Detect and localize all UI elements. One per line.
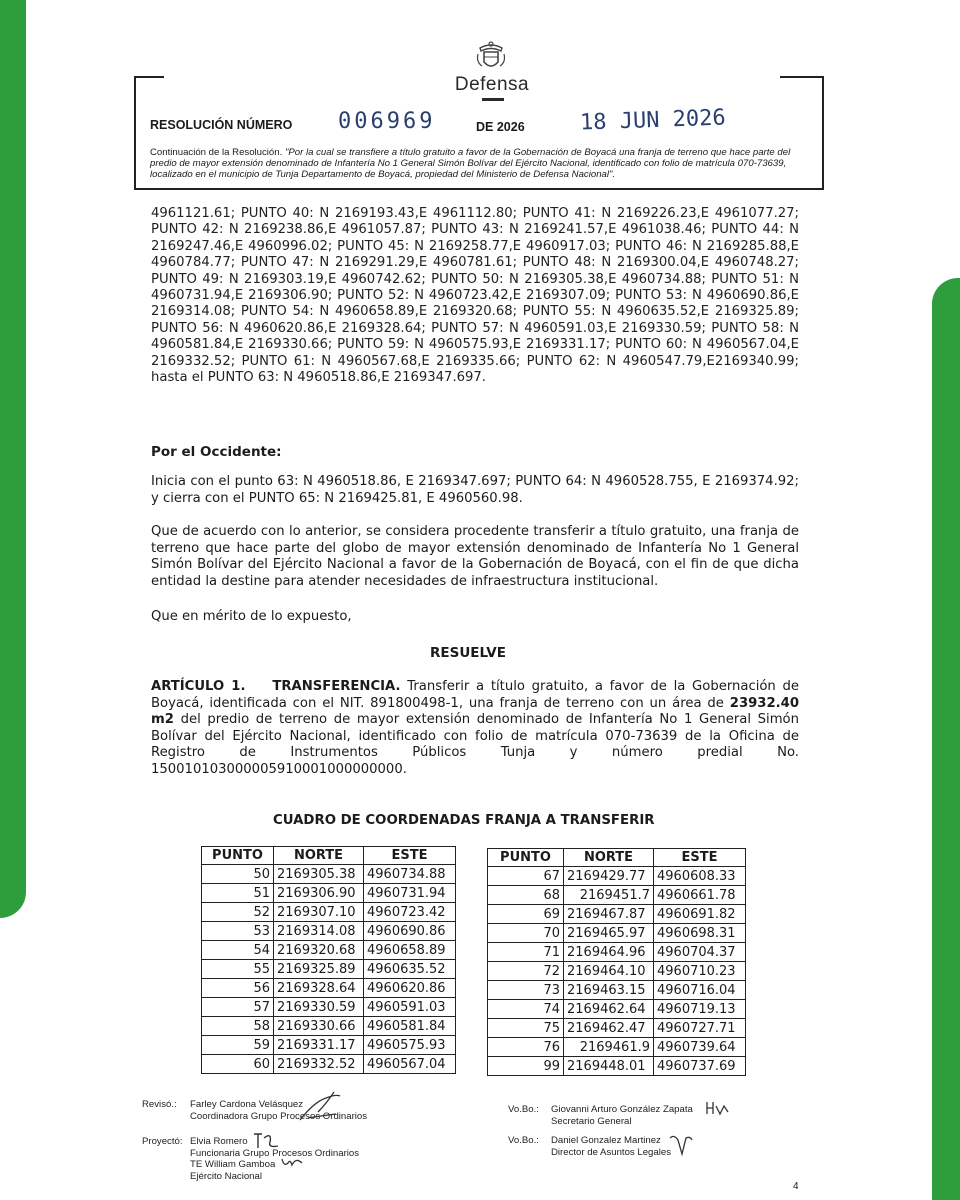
vobo2-role: Director de Asuntos Legales	[551, 1146, 671, 1158]
cell-punto: 75	[488, 1019, 564, 1038]
cell-norte: 2169429.77	[564, 867, 654, 886]
table-row	[202, 1055, 456, 1074]
cell-este: 4960734.88	[364, 865, 456, 884]
cell-norte: 2169467.87	[564, 905, 654, 924]
table-row	[488, 1019, 746, 1038]
table-row	[488, 886, 746, 905]
coordinates-paragraph	[151, 206, 799, 386]
cell-norte: 2169307.10	[274, 903, 364, 922]
cell-norte: 2169463.15	[564, 981, 654, 1000]
cell-punto: 76	[488, 1038, 564, 1057]
article-title: TRANSFERENCIA.	[272, 679, 401, 694]
cell-punto: 51	[202, 884, 274, 903]
projected-name: Elvia Romero	[190, 1136, 248, 1147]
article-1	[151, 679, 799, 779]
cell-punto: 68	[488, 886, 564, 905]
page-number: 4	[793, 1181, 799, 1192]
table-row	[202, 865, 456, 884]
table-header-row	[202, 847, 456, 865]
cell-punto: 59	[202, 1036, 274, 1055]
cell-punto: 73	[488, 981, 564, 1000]
cell-este: 4960723.42	[364, 903, 456, 922]
coordinates-text: 4961121.61; PUNTO 40: N 2169193.43,E 4961112.80; PUNTO 41: N 2169226.23,E 4961077.27; PUNTO 42: N 2169238.86,E 4961057.87; PUNTO 43: N 2169241.57,E 4961038.46; PUNTO 44: N 2169247.46,E 4960996.02; PUNTO 45: N 2169258.77,E 4960917.03; PUNTO 46: N 2169285.88,E 4960784.77; PUNTO 47: N 2169291.29,E 4960781.61; PUNTO 48: N 2169300.04,E 4960748.27; PUNTO 49: N 2169303.19,E 4960742.62; PUNTO 50: N 2169305.38,E 4960734.88; PUNTO 51: N 4960731.94,E 2169306.90; PUNTO 52: N 4960723.42,E 2169307.09; PUNTO 53: N 4960690.86,E 2169314.08; PUNTO 54: N 4960658.89,E 2169320.68; PUNTO 55: N 4960635.52,E 2169325.89; PUNTO 56: N 4960620.86,E 2169328.64; PUNTO 57: N 4960591.03,E 2169330.59; PUNTO 58: N 4960581.84,E 2169330.66; PUNTO 59: N 4960575.93,E 2169331.17; PUNTO 60: N 4960567.04,E 2169332.52; PUNTO 61: N 4960567.68,E 2169335.66; PUNTO 62: N 4960547.79,E2169340.99; hasta el PUNTO 63: N 4960518.86,E 2169347.697.	[151, 206, 799, 386]
cell-este: 4960575.93	[364, 1036, 456, 1055]
table-row	[488, 981, 746, 1000]
cell-punto: 72	[488, 962, 564, 981]
vobo2-label: Vo.Bo.:	[508, 1135, 539, 1146]
vobo1-block	[551, 1104, 693, 1127]
cell-punto: 56	[202, 979, 274, 998]
frame-line	[134, 76, 164, 78]
cell-este: 4960739.64	[654, 1038, 746, 1057]
continuation-note	[150, 147, 818, 180]
cell-punto: 50	[202, 865, 274, 884]
west-paragraph: Inicia con el punto 63: N 4960518.86, E 2169347.697; PUNTO 64: N 4960528.755, E 2169374.92; y cierra con el PUNTO 65: N 2169425.81, E 4960560.98.	[151, 474, 799, 506]
cell-punto: 60	[202, 1055, 274, 1074]
cell-punto: 53	[202, 922, 274, 941]
signature-gonzalez-zapata	[704, 1098, 734, 1118]
west-heading: Por el Occidente:	[151, 444, 282, 460]
resolution-year: DE 2026	[476, 120, 525, 134]
table-row	[202, 998, 456, 1017]
cell-norte: 2169331.17	[274, 1036, 364, 1055]
cell-este: 4960658.89	[364, 941, 456, 960]
cell-norte: 2169464.10	[564, 962, 654, 981]
signature-gonzalez-martinez	[668, 1132, 694, 1158]
cell-punto: 67	[488, 867, 564, 886]
reviewed-name: Farley Cardona Velásquez	[190, 1099, 304, 1110]
cell-este: 4960731.94	[364, 884, 456, 903]
cell-punto: 99	[488, 1057, 564, 1076]
cell-punto: 74	[488, 1000, 564, 1019]
considering-paragraph: Que de acuerdo con lo anterior, se considera procedente transferir a título gratuito, una franja de terreno que hace parte del globo de mayor extensión denominado de Infantería No 1 General Simón Bolívar del Ejército Nacional a favor de la Gobernación de Boyacá, con el fin de que dicha entidad la destine para atender necesidades de infraestructura institucional.	[151, 524, 799, 589]
projected-label: Proyectó:	[142, 1136, 183, 1147]
cell-norte: 2169305.38	[274, 865, 364, 884]
cell-este: 4960620.86	[364, 979, 456, 998]
table-row	[202, 884, 456, 903]
table-row	[202, 941, 456, 960]
header-punto: PUNTO	[202, 847, 274, 865]
cell-este: 4960690.86	[364, 922, 456, 941]
ministry-underline	[482, 98, 504, 101]
cell-este: 4960737.69	[654, 1057, 746, 1076]
cell-punto: 52	[202, 903, 274, 922]
vobo2-block	[551, 1135, 671, 1158]
green-accent-left	[0, 0, 26, 918]
header-norte: NORTE	[274, 847, 364, 865]
continuation-label: Continuación de la Resolución.	[150, 147, 283, 158]
table-body	[488, 867, 746, 1076]
cell-norte: 2169320.68	[274, 941, 364, 960]
vobo1-name: Giovanni Arturo González Zapata	[551, 1104, 693, 1115]
cell-norte: 2169465.97	[564, 924, 654, 943]
green-accent-right	[932, 278, 960, 1200]
cell-este: 4960698.31	[654, 924, 746, 943]
table-row	[488, 1000, 746, 1019]
merit-paragraph: Que en mérito de lo expuesto,	[151, 609, 352, 624]
cell-punto: 71	[488, 943, 564, 962]
projected-name-2: TE William Gamboa	[190, 1159, 276, 1170]
frame-line	[134, 188, 824, 190]
cell-norte: 2169314.08	[274, 922, 364, 941]
cell-este: 4960591.03	[364, 998, 456, 1017]
table-row	[488, 905, 746, 924]
table-row	[488, 924, 746, 943]
article-text-2: del predio de terreno de mayor extensión denominado de Infantería No 1 General Simón Bolívar del Ejército Nacional, identificado con folio de matrícula 070-73639 de la Oficina de Registro de Instrumentos Públicos Tunja y número predial No. 150010103000005910001000000000.	[151, 712, 799, 777]
cell-punto: 69	[488, 905, 564, 924]
cell-este: 4960635.52	[364, 960, 456, 979]
cell-punto: 57	[202, 998, 274, 1017]
table-row	[202, 1017, 456, 1036]
cell-norte: 2169462.64	[564, 1000, 654, 1019]
vobo1-role: Secretario General	[551, 1115, 632, 1127]
projected-org: Ejército Nacional	[190, 1170, 262, 1182]
table-row	[488, 1038, 746, 1057]
table-row	[202, 1036, 456, 1055]
table-row	[202, 979, 456, 998]
table-body	[202, 865, 456, 1074]
cell-este: 4960661.78	[654, 886, 746, 905]
table-row	[488, 943, 746, 962]
continuation-title: "Por la cual se transfiere a título gratuito a favor de la Gobernación de Boyacá una franja de terreno que hace parte del predio de mayor extensión denominado de Infantería No 1 General Simón Bolívar del Ejército Nacional, identificado con folio de matrícula 070-73639, localizado en el municipio de Tunja Departamento de Boyacá, propiedad del Ministerio de Defensa Nacional".	[150, 147, 791, 180]
cell-este: 4960727.71	[654, 1019, 746, 1038]
table-row	[202, 960, 456, 979]
cell-norte: 2169451.7	[564, 886, 654, 905]
signature-gamboa	[280, 1155, 306, 1169]
header-este: ESTE	[364, 847, 456, 865]
header-este: ESTE	[654, 849, 746, 867]
table-row	[488, 962, 746, 981]
cell-punto: 54	[202, 941, 274, 960]
cell-este: 4960608.33	[654, 867, 746, 886]
reviewed-role: Coordinadora Grupo Procesos Ordinarios	[190, 1110, 368, 1122]
signature-farley	[296, 1090, 346, 1126]
article-area: 23932.40 m2	[151, 695, 800, 728]
cell-norte: 2169462.47	[564, 1019, 654, 1038]
cell-norte: 2169332.52	[274, 1055, 364, 1074]
cell-norte: 2169306.90	[274, 884, 364, 903]
article-label: ARTÍCULO 1.	[151, 679, 246, 694]
cell-punto: 70	[488, 924, 564, 943]
signature-elvia	[252, 1130, 282, 1152]
table-title: CUADRO DE COORDENADAS FRANJA A TRANSFERIR	[273, 813, 655, 828]
table-row	[202, 903, 456, 922]
date-stamp: 18 JUN 2026	[579, 105, 727, 136]
table-row	[488, 867, 746, 886]
cell-punto: 55	[202, 960, 274, 979]
cell-punto: 58	[202, 1017, 274, 1036]
cell-este: 4960710.23	[654, 962, 746, 981]
cell-norte: 2169464.96	[564, 943, 654, 962]
resolves-heading: RESUELVE	[430, 645, 506, 661]
cell-norte: 2169328.64	[274, 979, 364, 998]
cell-este: 4960704.37	[654, 943, 746, 962]
cell-norte: 2169325.89	[274, 960, 364, 979]
cell-este: 4960567.04	[364, 1055, 456, 1074]
coordinates-table-right	[487, 848, 746, 1076]
projected-role: Funcionaria Grupo Procesos Ordinarios	[190, 1147, 360, 1159]
article-text-1: Transferir a título gratuito, a favor de la Gobernación de Boyacá, identificada con el NIT. 891800498-1, una franja de terreno con un área de	[151, 679, 799, 711]
resolution-number: 006969	[338, 109, 436, 134]
frame-line	[134, 76, 136, 189]
cell-norte: 2169448.01	[564, 1057, 654, 1076]
vobo1-label: Vo.Bo.:	[508, 1104, 539, 1115]
coat-of-arms-icon	[474, 40, 508, 74]
table-row	[488, 1057, 746, 1076]
ministry-name: Defensa	[454, 74, 530, 95]
table-row	[202, 922, 456, 941]
cell-este: 4960581.84	[364, 1017, 456, 1036]
frame-line	[780, 76, 824, 78]
header-norte: NORTE	[564, 849, 654, 867]
table-header-row	[488, 849, 746, 867]
header-punto: PUNTO	[488, 849, 564, 867]
cell-norte: 2169330.59	[274, 998, 364, 1017]
reviewed-label: Revisó.:	[142, 1099, 177, 1110]
frame-line	[822, 76, 824, 189]
coordinates-table-left	[201, 846, 456, 1074]
vobo2-name: Daniel Gonzalez Martinez	[551, 1135, 661, 1146]
resolution-label: RESOLUCIÓN NÚMERO	[150, 118, 293, 132]
cell-norte: 2169461.9	[564, 1038, 654, 1057]
cell-este: 4960719.13	[654, 1000, 746, 1019]
cell-norte: 2169330.66	[274, 1017, 364, 1036]
cell-este: 4960691.82	[654, 905, 746, 924]
cell-este: 4960716.04	[654, 981, 746, 1000]
